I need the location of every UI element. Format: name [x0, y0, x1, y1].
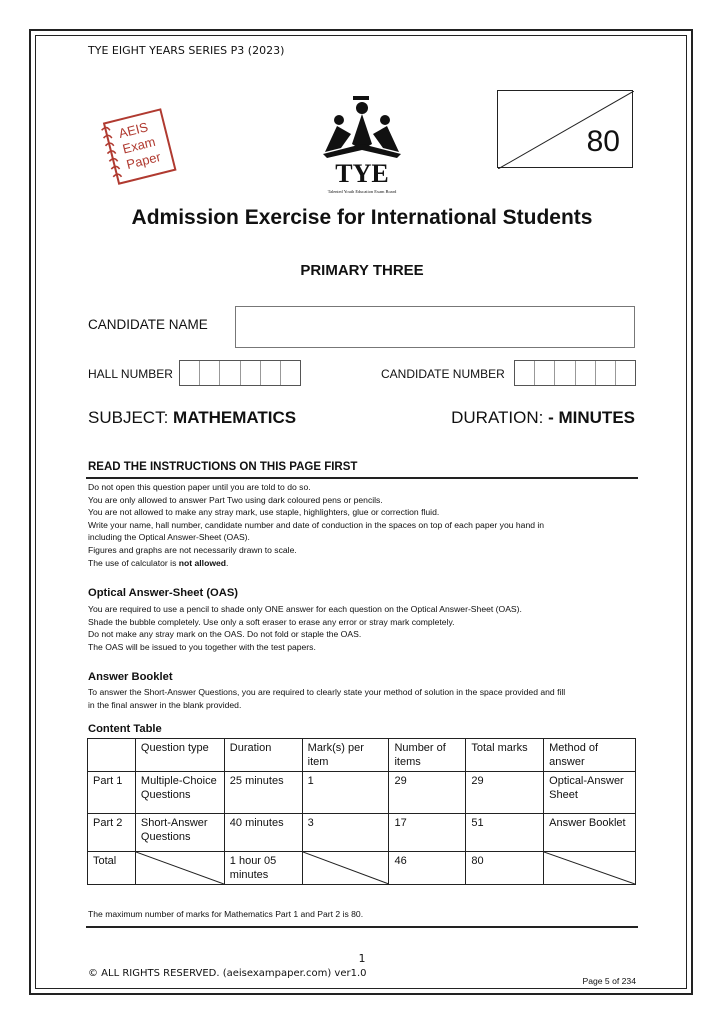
table-cell: 51 — [466, 814, 544, 852]
booklet-line: To answer the Short-Answer Questions, you are required to clearly state your method of solution in the space provided and fill — [88, 687, 566, 697]
table-header-cell: Duration — [224, 739, 302, 772]
oas-line: The OAS will be issued to you together with the test papers. — [88, 641, 316, 652]
table-cell-empty — [302, 852, 389, 885]
table-cell: 46 — [389, 852, 466, 885]
total-marks-box — [497, 90, 633, 168]
table-cell: 1 hour 05 minutes — [224, 852, 302, 885]
table-header-cell: Mark(s) per item — [302, 739, 389, 772]
table-header-cell: Total marks — [466, 739, 544, 772]
stamp-line3: Paper — [124, 149, 163, 173]
instruction-line: You are only allowed to answer Part Two using dark coloured pens or pencils. — [88, 494, 383, 505]
table-cell: Part 2 — [88, 814, 136, 852]
page-of: Page 5 of 234 — [582, 976, 636, 986]
table-cell-empty — [135, 852, 224, 885]
table-header-cell: Number of items — [389, 739, 466, 772]
subject-value: MATHEMATICS — [173, 408, 297, 427]
table-cell: 40 minutes — [224, 814, 302, 852]
tye-logo — [317, 94, 407, 198]
calc-prefix: The use of calculator is — [88, 557, 179, 568]
subject-label: SUBJECT: — [88, 408, 169, 427]
table-cell: Multiple-Choice Questions — [135, 772, 224, 814]
table-row — [88, 814, 636, 852]
calc-suffix: . — [226, 557, 229, 568]
instruction-line: Figures and graphs are not necessarily drawn to scale. — [88, 544, 297, 555]
page-title: Admission Exercise for International Students — [131, 206, 593, 229]
stamp-line1: AEIS — [117, 119, 150, 141]
table-cell: 1 — [302, 772, 389, 814]
instructions-list — [88, 481, 648, 569]
table-cell: Part 1 — [88, 772, 136, 814]
table-cell: 17 — [389, 814, 466, 852]
table-header-cell — [88, 739, 136, 772]
stamp-line2: Exam — [121, 133, 157, 157]
table-cell: Optical-Answer Sheet — [544, 772, 636, 814]
table-cell: 80 — [466, 852, 544, 885]
instructions-heading: READ THE INSTRUCTIONS ON THIS PAGE FIRST — [88, 461, 358, 473]
series-header: TYE EIGHT YEARS SERIES P3 (2023) — [88, 44, 285, 57]
duration-line — [451, 408, 635, 428]
instruction-line: You are not allowed to make any stray mark, use staple, highlighters, glue or correction fluid. — [88, 507, 440, 518]
copyright: © ALL RIGHTS RESERVED. (aeisexampaper.com) ver1.0 — [88, 968, 367, 979]
table-row — [88, 852, 636, 885]
table-cell: Short-Answer Questions — [135, 814, 224, 852]
page-number: 1 — [358, 952, 366, 965]
hall-number-field[interactable] — [179, 360, 301, 386]
oas-line: Shade the bubble completely. Use only a soft eraser to erase any error or stray mark completely. — [88, 616, 455, 627]
hall-number-label: HALL NUMBER — [88, 367, 173, 381]
content-table — [87, 738, 636, 885]
table-cell: Total — [88, 852, 136, 885]
max-marks-note: The maximum number of marks for Mathematics Part 1 and Part 2 is 80. — [88, 909, 364, 919]
table-row — [88, 772, 636, 814]
footer-divider — [86, 926, 638, 928]
oas-list — [88, 603, 648, 653]
oas-line: You are required to use a pencil to shade only ONE answer for each question on the Optical Answer-Sheet (OAS). — [88, 604, 522, 614]
table-cell: 29 — [466, 772, 544, 814]
table-cell: Answer Booklet — [544, 814, 636, 852]
aeis-stamp-logo — [97, 108, 179, 188]
candidate-name-label: CANDIDATE NAME — [88, 317, 208, 332]
logo-text: TYE — [335, 159, 389, 188]
table-header-cell: Method of answer — [544, 739, 636, 772]
instruction-line — [88, 557, 648, 570]
instruction-line: Write your name, hall number, candidate number and date of conduction in the spaces on top of each paper you hand in — [88, 519, 545, 530]
candidate-number-field[interactable] — [514, 360, 636, 386]
divider — [86, 477, 638, 479]
subject-line — [88, 408, 296, 428]
table-cell: 3 — [302, 814, 389, 852]
duration-label: DURATION: — [451, 408, 544, 427]
booklet-heading: Answer Booklet — [88, 671, 173, 683]
oas-line: Do not make any stray mark on the OAS. Do not fold or staple the OAS. — [88, 629, 362, 640]
table-cell-empty — [544, 852, 636, 885]
instruction-line: Do not open this question paper until you are told to do so. — [88, 482, 311, 492]
table-cell: 25 minutes — [224, 772, 302, 814]
instruction-line: including the Optical Answer-Sheet (OAS). — [88, 532, 250, 543]
oas-heading: Optical Answer-Sheet (OAS) — [88, 587, 239, 599]
table-header-row — [88, 739, 636, 772]
booklet-list — [88, 686, 648, 711]
content-table-heading: Content Table — [88, 723, 162, 735]
level-heading: PRIMARY THREE — [300, 262, 424, 279]
table-header-cell: Question type — [135, 739, 224, 772]
candidate-number-label: CANDIDATE NUMBER — [381, 367, 505, 381]
logo-subtext: Talented Youth Education Exam Board — [327, 189, 397, 194]
total-marks-value: 80 — [586, 125, 620, 158]
candidate-name-field[interactable] — [235, 306, 635, 348]
calc-bold: not allowed — [178, 557, 227, 568]
duration-value: - MINUTES — [548, 408, 635, 427]
booklet-line: in the final answer in the blank provided. — [88, 699, 242, 710]
table-cell: 29 — [389, 772, 466, 814]
